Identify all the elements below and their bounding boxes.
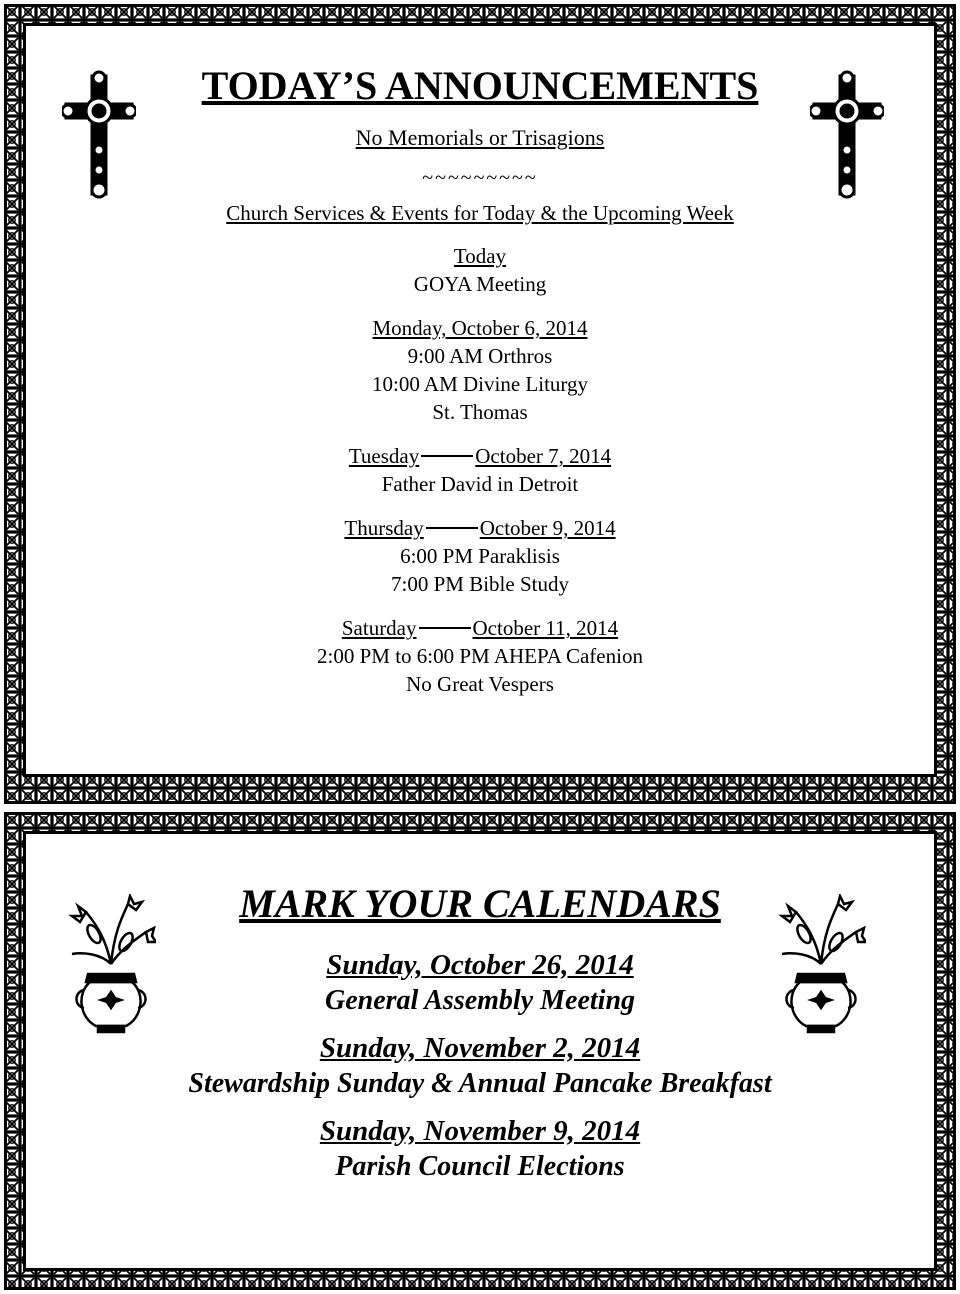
em-dash [426,527,478,529]
event-heading [44,514,916,542]
event-line: 10:00 AM Divine Liturgy [371,372,589,396]
event-heading [44,442,916,470]
services-heading: Church Services & Events for Today & the Upcoming Week [226,201,734,225]
event-line: 2:00 PM to 6:00 PM AHEPA Cafenion [317,644,643,668]
calendar-panel [4,812,956,1290]
event-date: October 11, 2014 [472,616,619,640]
calendar-item [44,948,916,1019]
event-day: Thursday [344,516,424,540]
calendar-desc: Stewardship Sunday & Annual Pancake Breakfast [188,1068,772,1099]
event-day: Tuesday [348,444,420,468]
event-line: 6:00 PM Paraklisis [400,544,560,568]
em-dash [421,455,473,457]
event-thursday [44,514,916,598]
em-dash [419,627,471,629]
event-tuesday [44,442,916,498]
event-line: GOYA Meeting [413,272,547,296]
calendar-date: Sunday, November 2, 2014 [319,1032,641,1064]
calendar-item [44,1114,916,1185]
announcements-panel [4,4,956,804]
memorials-note: No Memorials or Trisagions [355,125,605,150]
event-saturday [44,614,916,698]
calendar-date: Sunday, October 26, 2014 [326,949,634,981]
event-heading [44,614,916,642]
event-day: Today [453,244,507,268]
event-day: Saturday [341,616,417,640]
calendar-desc: General Assembly Meeting [324,985,636,1016]
calendar-desc: Parish Council Elections [335,1151,625,1182]
event-line: 9:00 AM Orthros [407,344,553,368]
event-date: October 7, 2014 [475,444,612,468]
event-date: October 9, 2014 [479,516,616,540]
event-monday [44,314,916,426]
event-today [44,242,916,298]
calendar-date: Sunday, November 9, 2014 [319,1115,641,1147]
event-day: Monday, October 6, 2014 [372,316,588,340]
event-line: St. Thomas [432,400,528,424]
calendar-title: MARK YOUR CALENDARS [239,881,721,926]
event-line: Father David in Detroit [381,472,579,496]
separator: ~~~~~~~~~ [422,167,538,189]
calendar-content [44,880,916,1185]
calendar-item [44,1031,916,1102]
event-line: No Great Vespers [406,672,554,696]
event-line: 7:00 PM Bible Study [391,572,569,596]
announcements-title: TODAY’S ANNOUNCEMENTS [201,63,759,108]
announcements-content [44,62,916,698]
